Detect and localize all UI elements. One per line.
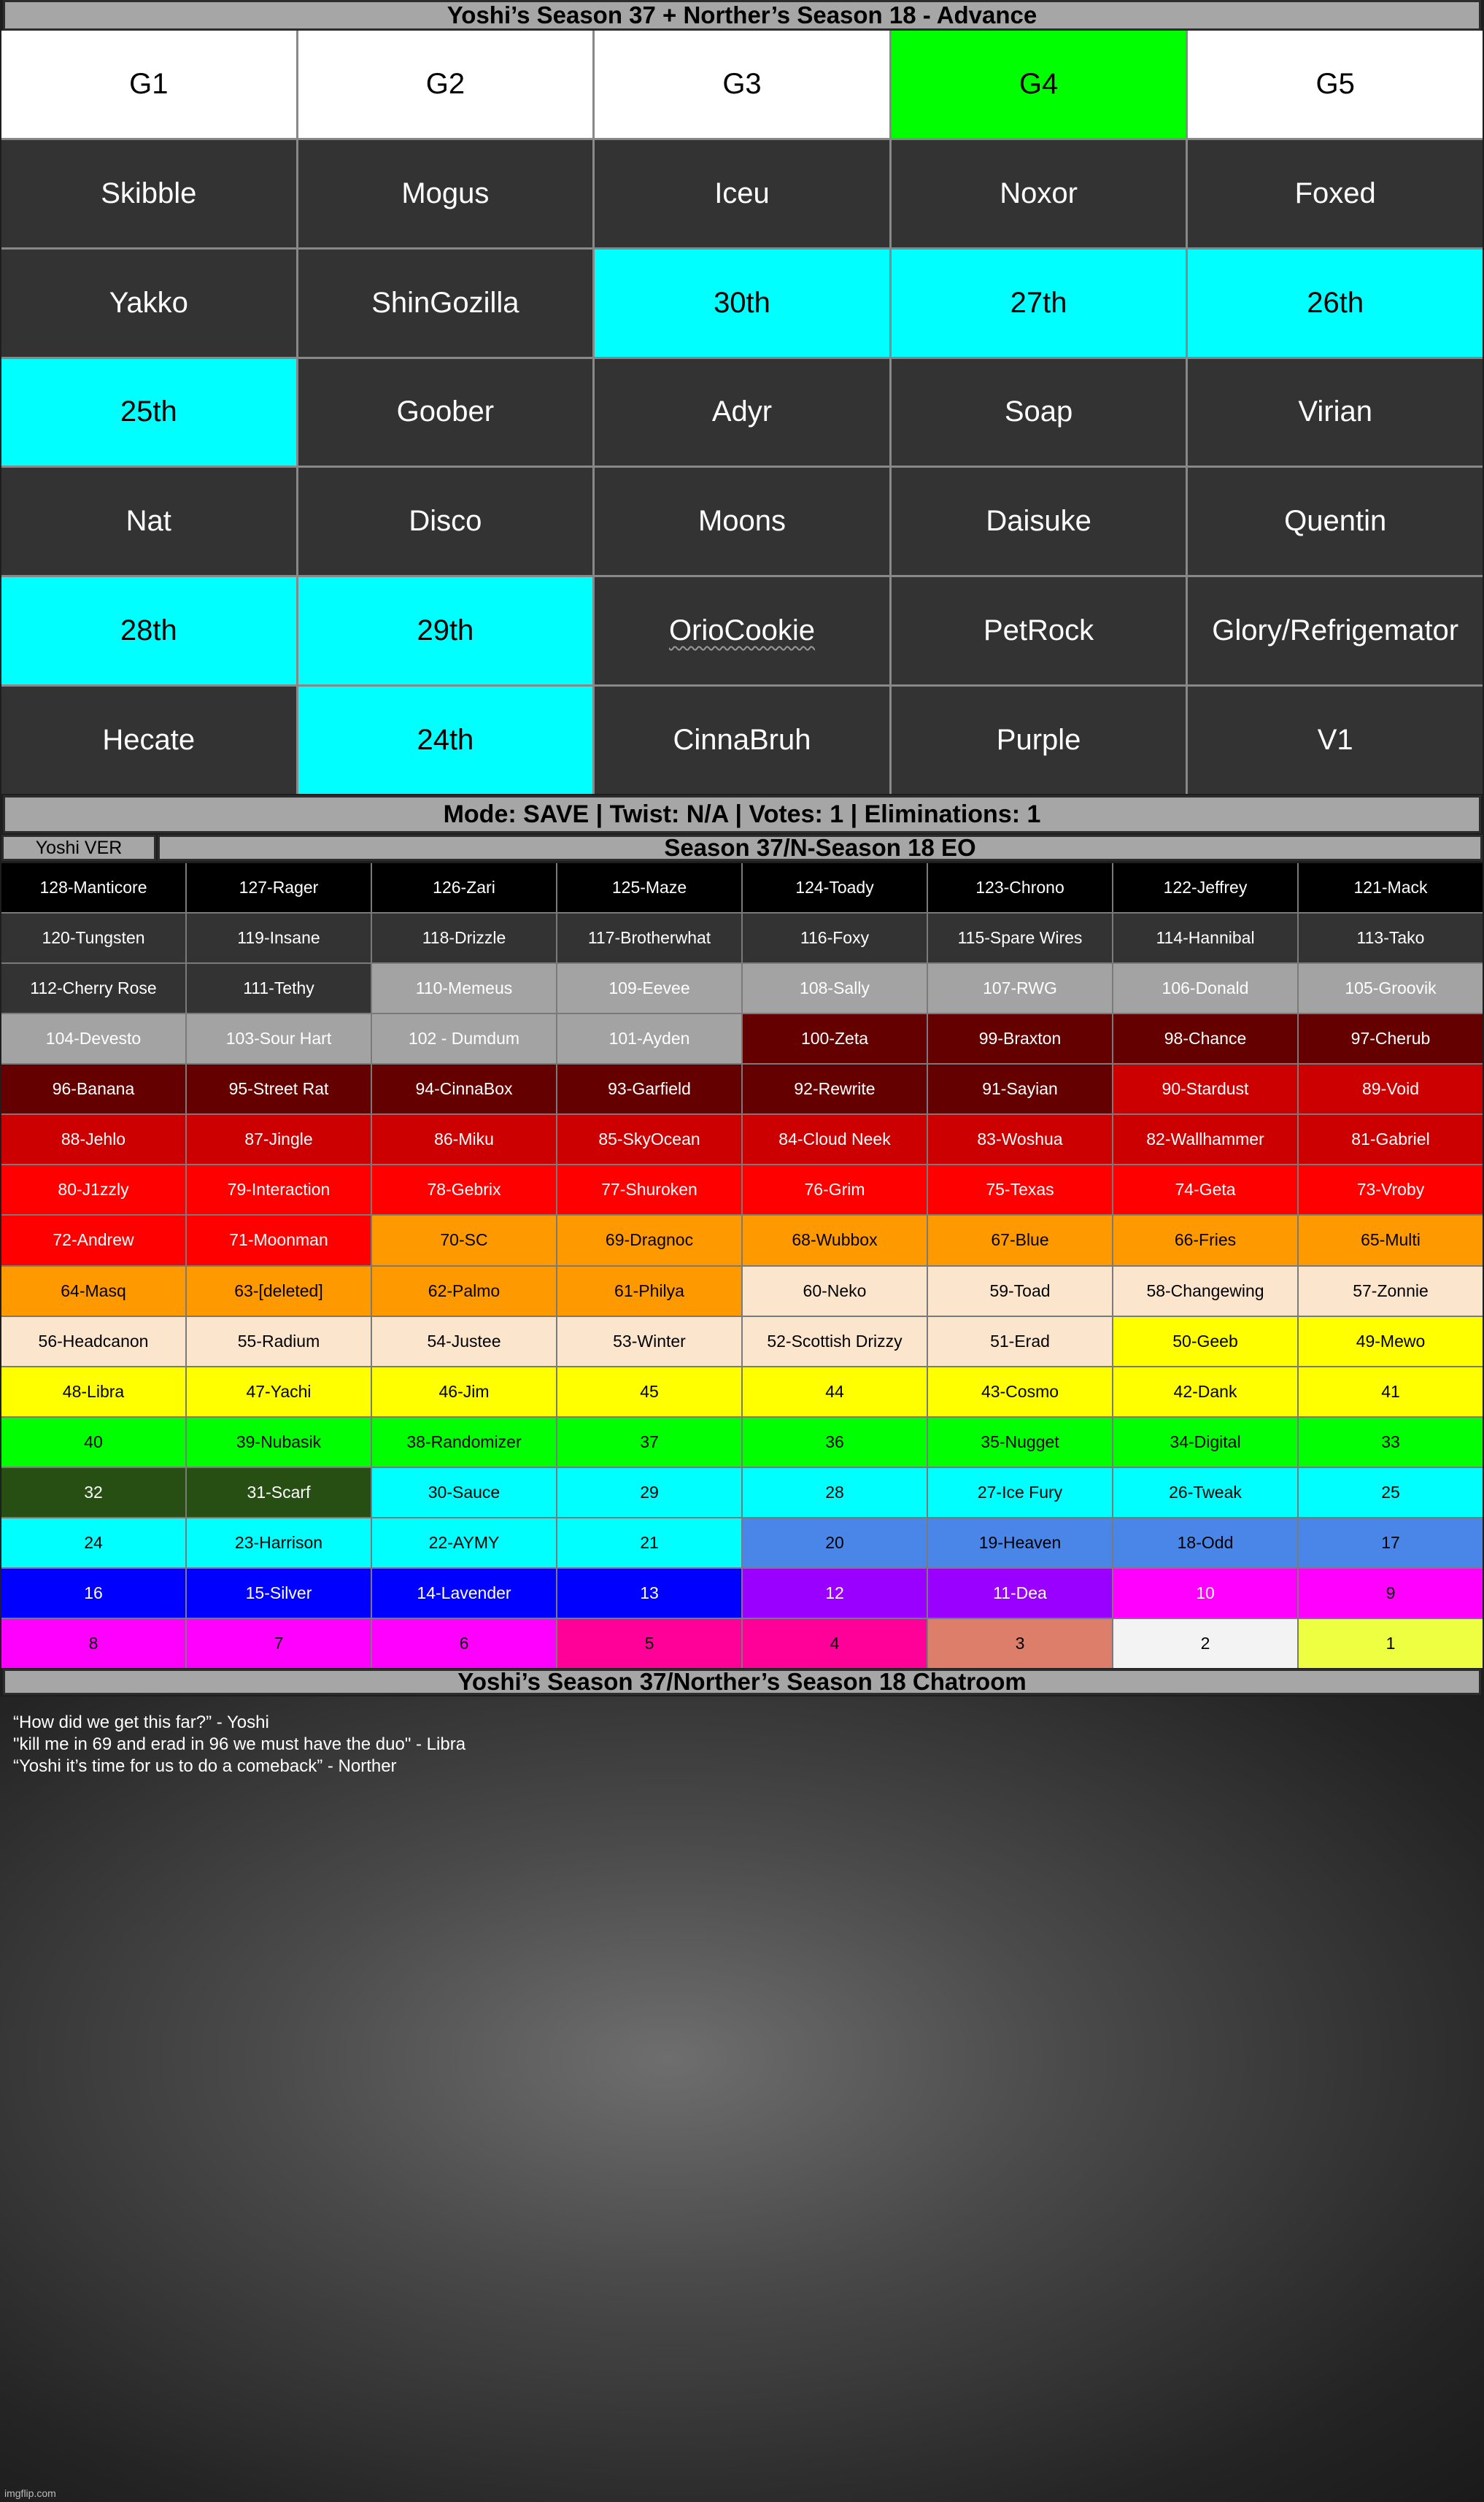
eo-cell: 78-Gebrix [372, 1165, 556, 1214]
eo-cell: 71-Moonman [187, 1216, 371, 1264]
eo-cell: 39-Nubasik [187, 1418, 371, 1467]
eo-cell: 43-Cosmo [928, 1367, 1112, 1416]
eo-cell: 125-Maze [557, 863, 741, 912]
eo-cell: 20 [743, 1518, 927, 1567]
eo-cell: 33 [1299, 1418, 1483, 1467]
eo-cell: 24 [1, 1518, 185, 1567]
eo-cell: 21 [557, 1518, 741, 1567]
eo-cell: 97-Cherub [1299, 1014, 1483, 1063]
eo-cell: 46-Jim [372, 1367, 556, 1416]
eo-cell: 2 [1113, 1619, 1297, 1668]
version-tab[interactable]: Yoshi VER [1, 835, 156, 861]
group-cell-text: 27th [1010, 286, 1067, 319]
group-cell-text: Hecate [102, 724, 196, 757]
eo-cell: 79-Interaction [187, 1165, 371, 1214]
eo-cell: 111-Tethy [187, 964, 371, 1013]
eo-cell: 104-Devesto [1, 1014, 185, 1063]
group-cell-text: G2 [425, 67, 465, 100]
elimination-order-grid [1, 863, 1483, 1668]
eo-cell: 109-Eevee [557, 964, 741, 1013]
chat-message: “How did we get this far?” - Yoshi [13, 1713, 269, 1732]
eo-cell: 23-Harrison [187, 1518, 371, 1567]
eo-cell: 92-Rewrite [743, 1065, 927, 1113]
eo-cell: 8 [1, 1619, 185, 1668]
chat-message: “Yoshi it’s time for us to do a comeback” - Norther [13, 1756, 397, 1776]
group-cell [595, 468, 889, 575]
eo-cell: 45 [557, 1367, 741, 1416]
eo-cell: 85-SkyOcean [557, 1115, 741, 1164]
eo-cell: 127-Rager [187, 863, 371, 912]
eo-cell: 81-Gabriel [1299, 1115, 1483, 1164]
group-cell [298, 250, 593, 357]
eo-cell: 26-Tweak [1113, 1468, 1297, 1517]
eo-cell: 12 [743, 1569, 927, 1618]
group-cell [1188, 468, 1483, 575]
eo-cell: 1 [1299, 1619, 1483, 1668]
eo-cell: 58-Changewing [1113, 1267, 1297, 1316]
eo-cell: 9 [1299, 1569, 1483, 1618]
eo-cell: 30-Sauce [372, 1468, 556, 1517]
eo-cell: 47-Yachi [187, 1367, 371, 1416]
group-cell-text: OrioCookie [668, 614, 816, 647]
group-cell-text: Noxor [1000, 177, 1078, 209]
eo-cell: 126-Zari [372, 863, 556, 912]
group-cell-text: Soap [1004, 395, 1073, 428]
group-cell [298, 359, 593, 466]
group-cell-text: G4 [1019, 67, 1059, 100]
chatroom-title-text: Yoshi’s Season 37/Norther’s Season 18 Chatroom [457, 1668, 1027, 1695]
eo-cell: 96-Banana [1, 1065, 185, 1113]
page-title: Yoshi’s Season 37 + Norther’s Season 18 - Advance [3, 0, 1481, 31]
eo-cell: 48-Libra [1, 1367, 185, 1416]
watermark: imgflip.com [4, 2487, 56, 2499]
group-cell [1, 468, 296, 575]
eo-cell: 128-Manticore [1, 863, 185, 912]
eo-cell: 62-Palmo [372, 1267, 556, 1316]
group-cell-text: Virian [1298, 395, 1372, 428]
eo-cell: 65-Multi [1299, 1216, 1483, 1264]
group-cell-text: Quentin [1284, 505, 1387, 538]
group-header-cell [1, 31, 296, 138]
eo-cell: 66-Fries [1113, 1216, 1297, 1264]
eo-cell: 50-Geeb [1113, 1317, 1297, 1366]
eo-cell: 120-Tungsten [1, 914, 185, 962]
eo-cell: 87-Jingle [187, 1115, 371, 1164]
group-cell [1188, 250, 1483, 357]
group-cell [1, 140, 296, 247]
eo-cell: 123-Chrono [928, 863, 1112, 912]
eo-cell: 5 [557, 1619, 741, 1668]
eo-cell: 88-Jehlo [1, 1115, 185, 1164]
group-cell-text: G5 [1315, 67, 1355, 100]
eo-cell: 105-Groovik [1299, 964, 1483, 1013]
group-cell-text: Disco [409, 505, 482, 538]
group-cell-text: Yakko [109, 286, 188, 319]
group-cell-text: CinnaBruh [673, 724, 811, 757]
group-cell-text: 30th [714, 286, 770, 319]
eo-cell: 25 [1299, 1468, 1483, 1517]
group-cell [1188, 359, 1483, 466]
eo-cell: 16 [1, 1569, 185, 1618]
eo-cell: 54-Justee [372, 1317, 556, 1366]
eo-cell: 31-Scarf [187, 1468, 371, 1517]
eo-cell: 112-Cherry Rose [1, 964, 185, 1013]
eo-cell: 107-RWG [928, 964, 1112, 1013]
eo-cell: 89-Void [1299, 1065, 1483, 1113]
chatroom-title [3, 1669, 1481, 1695]
groups-table [1, 31, 1483, 794]
group-cell-text: PetRock [983, 614, 1094, 647]
group-cell-text: Skibble [101, 177, 197, 209]
group-cell-text: Adyr [711, 395, 773, 428]
group-cell-text: Daisuke [986, 505, 1091, 538]
eo-cell: 82-Wallhammer [1113, 1115, 1297, 1164]
eo-cell: 75-Texas [928, 1165, 1112, 1214]
group-cell [1188, 140, 1483, 247]
eo-cell: 94-CinnaBox [372, 1065, 556, 1113]
group-cell [892, 359, 1186, 466]
eo-cell: 114-Hannibal [1113, 914, 1297, 962]
group-cell [595, 577, 889, 684]
eo-cell: 119-Insane [187, 914, 371, 962]
eo-cell: 70-SC [372, 1216, 556, 1264]
group-cell-text: G1 [129, 67, 169, 100]
group-cell-text: G3 [722, 67, 762, 100]
eo-cell: 17 [1299, 1518, 1483, 1567]
group-header-cell [1188, 31, 1483, 138]
eo-cell: 121-Mack [1299, 863, 1483, 912]
eo-cell: 53-Winter [557, 1317, 741, 1366]
group-cell [595, 687, 889, 794]
group-cell-text: 28th [120, 614, 177, 647]
eo-cell: 36 [743, 1418, 927, 1467]
eo-cell: 110-Memeus [372, 964, 556, 1013]
group-cell [595, 140, 889, 247]
group-header-cell [892, 31, 1186, 138]
group-cell [1188, 577, 1483, 684]
group-cell [1, 687, 296, 794]
group-cell [892, 577, 1186, 684]
eo-cell: 76-Grim [743, 1165, 927, 1214]
eo-cell: 41 [1299, 1367, 1483, 1416]
eo-cell: 55-Radium [187, 1317, 371, 1366]
eo-cell: 14-Lavender [372, 1569, 556, 1618]
eo-cell: 64-Masq [1, 1267, 185, 1316]
eo-cell: 37 [557, 1418, 741, 1467]
eo-cell: 11-Dea [928, 1569, 1112, 1618]
eo-cell: 69-Dragnoc [557, 1216, 741, 1264]
eo-cell: 18-Odd [1113, 1518, 1297, 1567]
group-cell [1, 359, 296, 466]
eo-cell: 19-Heaven [928, 1518, 1112, 1567]
eo-cell: 95-Street Rat [187, 1065, 371, 1113]
eo-cell: 91-Sayian [928, 1065, 1112, 1113]
group-cell [1, 577, 296, 684]
eo-cell: 44 [743, 1367, 927, 1416]
eo-cell: 117-Brotherwhat [557, 914, 741, 962]
eo-cell: 10 [1113, 1569, 1297, 1618]
eo-cell: 42-Dank [1113, 1367, 1297, 1416]
group-cell [892, 468, 1186, 575]
eo-cell: 27-Ice Fury [928, 1468, 1112, 1517]
group-header-cell [595, 31, 889, 138]
eo-cell: 83-Woshua [928, 1115, 1112, 1164]
group-cell-text: Goober [396, 395, 495, 428]
eo-cell: 98-Chance [1113, 1014, 1297, 1063]
eo-cell: 57-Zonnie [1299, 1267, 1483, 1316]
eo-cell: 28 [743, 1468, 927, 1517]
eo-cell: 60-Neko [743, 1267, 927, 1316]
eo-cell: 13 [557, 1569, 741, 1618]
eo-cell: 77-Shuroken [557, 1165, 741, 1214]
eo-cell: 35-Nugget [928, 1418, 1112, 1467]
group-cell-text: 29th [417, 614, 474, 647]
eo-cell: 52-Scottish Drizzy [743, 1317, 927, 1366]
eo-cell: 84-Cloud Neek [743, 1115, 927, 1164]
group-cell [1188, 687, 1483, 794]
group-cell-text: Nat [125, 505, 171, 538]
group-cell [298, 577, 593, 684]
eo-cell: 59-Toad [928, 1267, 1112, 1316]
group-cell [298, 140, 593, 247]
eo-cell: 72-Andrew [1, 1216, 185, 1264]
group-cell [1, 250, 296, 357]
group-cell [892, 250, 1186, 357]
eo-cell: 116-Foxy [743, 914, 927, 962]
eo-cell: 63-[deleted] [187, 1267, 371, 1316]
group-cell-text: Glory/Refrigemator [1212, 614, 1459, 647]
group-cell-text: ShinGozilla [371, 286, 519, 319]
mode-status-bar: Mode: SAVE | Twist: N/A | Votes: 1 | Eliminations: 1 [3, 795, 1481, 833]
eo-cell: 90-Stardust [1113, 1065, 1297, 1113]
eo-cell: 124-Toady [743, 863, 927, 912]
group-cell-text: 24th [417, 724, 474, 757]
eo-cell: 102 - Dumdum [372, 1014, 556, 1063]
eo-cell: 49-Mewo [1299, 1317, 1483, 1366]
eo-cell: 38-Randomizer [372, 1418, 556, 1467]
eo-cell: 73-Vroby [1299, 1165, 1483, 1214]
eo-title: Season 37/N-Season 18 EO [158, 835, 1483, 861]
eo-cell: 106-Donald [1113, 964, 1297, 1013]
group-cell-text: Mogus [401, 177, 490, 209]
eo-cell: 113-Tako [1299, 914, 1483, 962]
eo-cell: 86-Miku [372, 1115, 556, 1164]
eo-cell: 80-J1zzly [1, 1165, 185, 1214]
eo-cell: 99-Braxton [928, 1014, 1112, 1063]
group-cell-text: 25th [120, 395, 177, 428]
eo-cell: 122-Jeffrey [1113, 863, 1297, 912]
eo-cell: 108-Sally [743, 964, 927, 1013]
eo-cell: 40 [1, 1418, 185, 1467]
group-cell-text: Foxed [1294, 177, 1376, 209]
chat-message: "kill me in 69 and erad in 96 we must have the duo" - Libra [13, 1734, 466, 1754]
eo-cell: 103-Sour Hart [187, 1014, 371, 1063]
eo-cell: 51-Erad [928, 1317, 1112, 1366]
eo-cell: 118-Drizzle [372, 914, 556, 962]
eo-cell: 3 [928, 1619, 1112, 1668]
eo-cell: 6 [372, 1619, 556, 1668]
eo-cell: 61-Philya [557, 1267, 741, 1316]
eo-cell: 15-Silver [187, 1569, 371, 1618]
group-header-cell [298, 31, 593, 138]
group-cell [595, 250, 889, 357]
eo-cell: 7 [187, 1619, 371, 1668]
group-cell-text: 26th [1307, 286, 1364, 319]
group-cell-text: Purple [996, 724, 1081, 757]
eo-cell: 29 [557, 1468, 741, 1517]
eo-cell: 32 [1, 1468, 185, 1517]
eo-cell: 93-Garfield [557, 1065, 741, 1113]
group-cell [892, 140, 1186, 247]
group-cell-text: Moons [697, 505, 787, 538]
eo-cell: 34-Digital [1113, 1418, 1297, 1467]
group-cell [298, 687, 593, 794]
eo-cell: 68-Wubbox [743, 1216, 927, 1264]
eo-cell: 56-Headcanon [1, 1317, 185, 1366]
eo-header [1, 835, 1483, 861]
eo-cell: 22-AYMY [372, 1518, 556, 1567]
eo-cell: 101-Ayden [557, 1014, 741, 1063]
group-cell-text: Iceu [714, 177, 770, 209]
chatroom-area [0, 1696, 1484, 2502]
eo-cell: 67-Blue [928, 1216, 1112, 1264]
eo-cell: 4 [743, 1619, 927, 1668]
group-cell-text: V1 [1317, 724, 1353, 757]
eo-cell: 115-Spare Wires [928, 914, 1112, 962]
eo-cell: 74-Geta [1113, 1165, 1297, 1214]
eo-cell: 100-Zeta [743, 1014, 927, 1063]
group-cell [892, 687, 1186, 794]
group-cell [298, 468, 593, 575]
group-cell [595, 359, 889, 466]
